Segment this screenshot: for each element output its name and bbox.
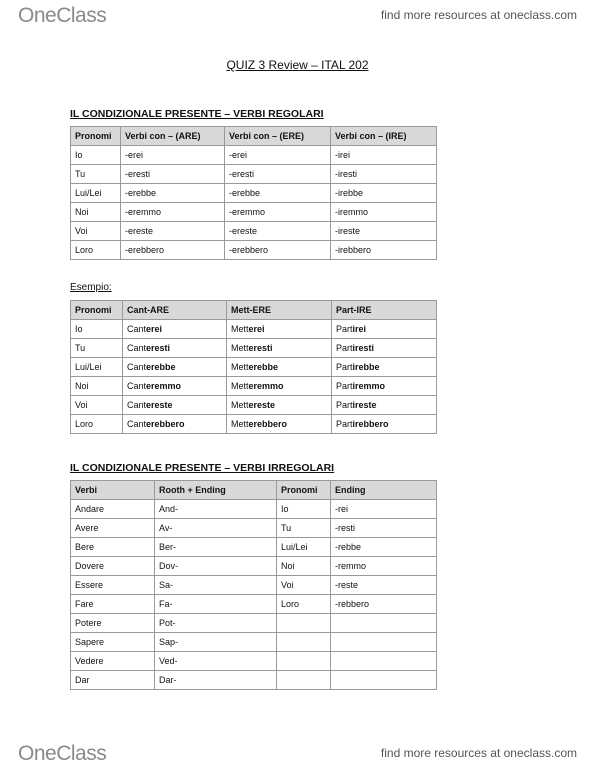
verb-ending: irebbe bbox=[352, 362, 380, 372]
table-cell: Fare bbox=[71, 595, 155, 614]
table-cell: -ereste bbox=[225, 222, 331, 241]
verb-ending: eresti bbox=[248, 343, 273, 353]
table-cell: Lui/Lei bbox=[277, 538, 331, 557]
table-row bbox=[71, 377, 437, 396]
table-row bbox=[71, 652, 437, 671]
table-row bbox=[71, 614, 437, 633]
verb-ending: erebbero bbox=[248, 419, 288, 429]
section1-heading: IL CONDIZIONALE PRESENTE – VERBI REGOLARI bbox=[70, 108, 324, 120]
table-cell: Dar bbox=[71, 671, 155, 690]
column-header: Rooth + Ending bbox=[155, 481, 277, 500]
column-header: Verbi con – (ARE) bbox=[121, 127, 225, 146]
table-cell bbox=[123, 377, 227, 396]
table-cell: -erebbero bbox=[225, 241, 331, 260]
footer-bar bbox=[0, 738, 595, 768]
verb-ending: erebbero bbox=[146, 419, 185, 429]
table-cell: -irebbe bbox=[331, 184, 437, 203]
table-cell bbox=[331, 633, 437, 652]
table-cell: Loro bbox=[71, 415, 123, 434]
verb-stem: Cant bbox=[127, 324, 147, 334]
table-cell bbox=[123, 339, 227, 358]
table-cell: Fa- bbox=[155, 595, 277, 614]
verb-stem: Cant bbox=[127, 343, 147, 353]
verb-stem: Mett bbox=[231, 362, 249, 372]
table-cell bbox=[123, 320, 227, 339]
table-row bbox=[71, 339, 437, 358]
table-row bbox=[71, 203, 437, 222]
table-row bbox=[71, 184, 437, 203]
table-cell: -erebbe bbox=[225, 184, 331, 203]
table-header-row bbox=[71, 301, 437, 320]
table-cell: -iremmo bbox=[331, 203, 437, 222]
table-cell bbox=[277, 671, 331, 690]
irregular-verbs-table bbox=[70, 480, 437, 690]
column-header: Verbi con – (IRE) bbox=[331, 127, 437, 146]
table-cell bbox=[331, 671, 437, 690]
table-cell: Voi bbox=[71, 222, 121, 241]
verb-stem: Cant bbox=[127, 381, 147, 391]
column-header: Pronomi bbox=[71, 127, 121, 146]
table-cell: Lui/Lei bbox=[71, 184, 121, 203]
table-cell: Io bbox=[71, 320, 123, 339]
table-row bbox=[71, 320, 437, 339]
table-cell: -reste bbox=[331, 576, 437, 595]
table-row bbox=[71, 241, 437, 260]
table-cell bbox=[332, 415, 437, 434]
table-cell: Dov- bbox=[155, 557, 277, 576]
table-cell bbox=[332, 377, 437, 396]
table-cell bbox=[227, 396, 332, 415]
table-cell: -eresti bbox=[225, 165, 331, 184]
verb-stem: Part bbox=[336, 343, 353, 353]
table-cell bbox=[332, 396, 437, 415]
table-cell: Voi bbox=[71, 396, 123, 415]
verb-stem: Cant bbox=[127, 400, 147, 410]
table-cell: -remmo bbox=[331, 557, 437, 576]
table-cell bbox=[123, 415, 227, 434]
table-row bbox=[71, 595, 437, 614]
verb-ending: irebbero bbox=[352, 419, 389, 429]
table-cell: Tu bbox=[71, 165, 121, 184]
verb-stem: Part bbox=[336, 362, 353, 372]
column-header: Pronomi bbox=[277, 481, 331, 500]
verb-stem: Cant bbox=[127, 419, 147, 429]
table-cell: Voi bbox=[277, 576, 331, 595]
table-cell bbox=[123, 358, 227, 377]
table-cell: Potere bbox=[71, 614, 155, 633]
table-row bbox=[71, 538, 437, 557]
table-cell: -resti bbox=[331, 519, 437, 538]
table-cell bbox=[332, 320, 437, 339]
table-row bbox=[71, 358, 437, 377]
verb-stem: Part bbox=[336, 419, 353, 429]
table-cell: -eremmo bbox=[225, 203, 331, 222]
table-cell bbox=[227, 320, 332, 339]
table-cell: Sapere bbox=[71, 633, 155, 652]
table-cell bbox=[227, 377, 332, 396]
table-cell: Lui/Lei bbox=[71, 358, 123, 377]
header-bar bbox=[0, 0, 595, 30]
table-cell: Pot- bbox=[155, 614, 277, 633]
table-cell: Essere bbox=[71, 576, 155, 595]
column-header: Cant-ARE bbox=[123, 301, 227, 320]
table-row bbox=[71, 519, 437, 538]
table-row bbox=[71, 165, 437, 184]
table-cell: Noi bbox=[277, 557, 331, 576]
table-row bbox=[71, 415, 437, 434]
table-row bbox=[71, 500, 437, 519]
table-row bbox=[71, 557, 437, 576]
verb-stem: Mett bbox=[231, 381, 249, 391]
table-cell: -iresti bbox=[331, 165, 437, 184]
section2-heading: IL CONDIZIONALE PRESENTE – VERBI IRREGOLARI bbox=[70, 462, 335, 474]
page-title: QUIZ 3 Review – ITAL 202 bbox=[226, 58, 369, 72]
example-label: Esempio: bbox=[70, 282, 112, 293]
verb-ending: eresti bbox=[146, 343, 171, 353]
table-cell bbox=[331, 614, 437, 633]
verb-ending: iresti bbox=[352, 343, 375, 353]
table-cell: Noi bbox=[71, 377, 123, 396]
table-cell: Dar- bbox=[155, 671, 277, 690]
verb-stem: Cant bbox=[127, 362, 147, 372]
table-cell: Avere bbox=[71, 519, 155, 538]
verb-ending: iremmo bbox=[352, 381, 386, 391]
verb-ending: erebbe bbox=[248, 362, 279, 372]
oneclass-logo[interactable]: OneClass bbox=[18, 4, 107, 27]
verb-stem: Mett bbox=[231, 324, 249, 334]
table-cell: -ireste bbox=[331, 222, 437, 241]
table-cell: Ved- bbox=[155, 652, 277, 671]
verb-ending: irei bbox=[352, 324, 367, 334]
table-cell bbox=[227, 339, 332, 358]
table-cell: Io bbox=[277, 500, 331, 519]
table-cell bbox=[123, 396, 227, 415]
verb-ending: eremmo bbox=[248, 381, 284, 391]
table-cell: Andare bbox=[71, 500, 155, 519]
table-cell: -eresti bbox=[121, 165, 225, 184]
example-conjugation-table bbox=[70, 300, 437, 434]
column-header: Ending bbox=[331, 481, 437, 500]
table-header-row bbox=[71, 127, 437, 146]
table-row bbox=[71, 633, 437, 652]
table-cell bbox=[331, 652, 437, 671]
header-tagline[interactable]: find more resources at oneclass.com bbox=[380, 8, 577, 22]
table-row bbox=[71, 671, 437, 690]
column-header: Verbi con – (ERE) bbox=[225, 127, 331, 146]
table-row bbox=[71, 222, 437, 241]
table-cell: -erebbero bbox=[121, 241, 225, 260]
table-cell: Noi bbox=[71, 203, 121, 222]
oneclass-logo-footer[interactable]: OneClass bbox=[18, 742, 107, 765]
table-cell: -ereste bbox=[121, 222, 225, 241]
table-header-row bbox=[71, 481, 437, 500]
table-cell: Loro bbox=[277, 595, 331, 614]
table-cell: Ber- bbox=[155, 538, 277, 557]
table-cell: Av- bbox=[155, 519, 277, 538]
verb-stem: Part bbox=[336, 324, 353, 334]
verb-stem: Part bbox=[336, 381, 353, 391]
table-cell: -erebbe bbox=[121, 184, 225, 203]
verb-ending: ereste bbox=[146, 400, 173, 410]
verb-stem: Part bbox=[336, 400, 353, 410]
table-cell bbox=[277, 652, 331, 671]
column-header: Mett-ERE bbox=[227, 301, 332, 320]
table-cell: -irei bbox=[331, 146, 437, 165]
table-cell: Vedere bbox=[71, 652, 155, 671]
table-row bbox=[71, 576, 437, 595]
column-header: Pronomi bbox=[71, 301, 123, 320]
table-cell: Dovere bbox=[71, 557, 155, 576]
table-cell: Tu bbox=[277, 519, 331, 538]
verb-ending: ereste bbox=[248, 400, 276, 410]
table-cell: And- bbox=[155, 500, 277, 519]
column-header: Verbi bbox=[71, 481, 155, 500]
table-cell: Sap- bbox=[155, 633, 277, 652]
verb-stem: Mett bbox=[231, 343, 249, 353]
verb-ending: erei bbox=[248, 324, 265, 334]
table-cell: Loro bbox=[71, 241, 121, 260]
verb-stem: Mett bbox=[231, 400, 249, 410]
table-row bbox=[71, 146, 437, 165]
column-header: Part-IRE bbox=[332, 301, 437, 320]
table-cell bbox=[277, 614, 331, 633]
table-cell: Bere bbox=[71, 538, 155, 557]
table-cell bbox=[332, 358, 437, 377]
table-cell: -erei bbox=[225, 146, 331, 165]
verb-stem: Mett bbox=[231, 419, 249, 429]
table-cell bbox=[332, 339, 437, 358]
table-cell: -rei bbox=[331, 500, 437, 519]
table-cell: -rebbe bbox=[331, 538, 437, 557]
table-cell: -rebbero bbox=[331, 595, 437, 614]
table-cell bbox=[227, 358, 332, 377]
regular-verbs-table bbox=[70, 126, 437, 260]
table-row bbox=[71, 396, 437, 415]
table-cell: -eremmo bbox=[121, 203, 225, 222]
table-cell: -erei bbox=[121, 146, 225, 165]
verb-ending: ireste bbox=[352, 400, 377, 410]
table-cell: Tu bbox=[71, 339, 123, 358]
table-cell bbox=[227, 415, 332, 434]
footer-tagline[interactable]: find more resources at oneclass.com bbox=[380, 746, 577, 760]
verb-ending: erei bbox=[146, 324, 163, 334]
verb-ending: erebbe bbox=[146, 362, 176, 372]
table-cell: -irebbero bbox=[331, 241, 437, 260]
table-cell: Io bbox=[71, 146, 121, 165]
table-cell: Sa- bbox=[155, 576, 277, 595]
verb-ending: eremmo bbox=[146, 381, 182, 391]
table-cell bbox=[277, 633, 331, 652]
